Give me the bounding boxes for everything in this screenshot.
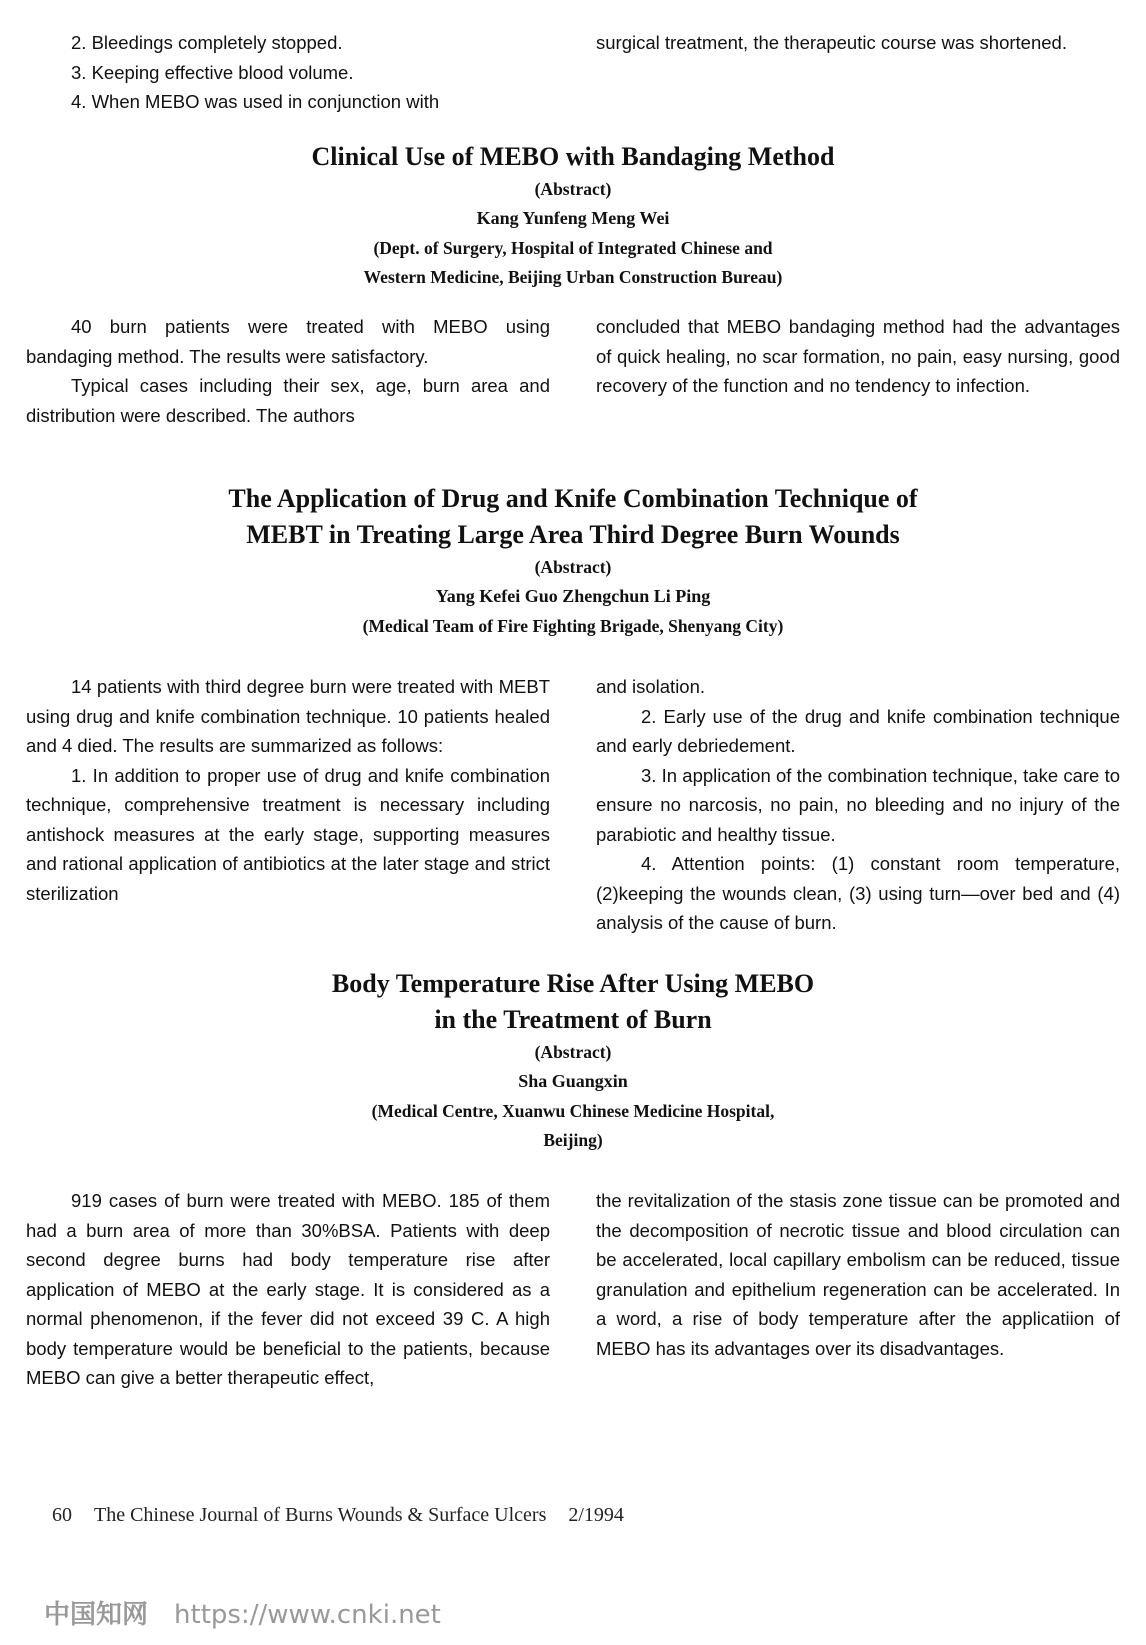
affiliation: (Medical Centre, Xuanwu Chinese Medicine Hospital, <box>371 1100 775 1121</box>
page-number: 60 <box>52 1504 72 1526</box>
cnki-logo-text: 中国知网 <box>44 1600 149 1630</box>
article-title: MEBT in Treating Large Area Third Degree Burn Wounds <box>246 520 900 549</box>
right-column <box>596 1186 1120 1393</box>
continuation-left-column <box>26 28 550 117</box>
paragraph: 14 patients with third degree burn were treated with MEBT using drug and knife combination technique. 10 patients healed and 4 died. The results are summarized as follows: <box>26 676 550 756</box>
left-column <box>26 1186 550 1393</box>
article-3-header <box>26 966 1120 1156</box>
page-footer <box>52 1504 646 1527</box>
affiliation: Beijing) <box>543 1130 603 1150</box>
abstract-label: (Abstract) <box>534 179 612 199</box>
authors: Sha Guangxin <box>518 1071 628 1091</box>
abstract-label: (Abstract) <box>534 1042 612 1062</box>
affiliation: Western Medicine, Beijing Urban Construction Bureau) <box>363 267 783 287</box>
paragraph: surgical treatment, the therapeutic course was shortened. <box>596 32 1067 53</box>
article-title: The Application of Drug and Knife Combination Technique of <box>228 484 918 513</box>
authors: Kang Yunfeng Meng Wei <box>476 208 670 228</box>
paragraph: 919 cases of burn were treated with MEBO. 185 of them had a burn area of more than 30%BSA. Patients with deep second degree burns had body temperature rise after application of MEBO at the early stage. It is considered as a normal phenomenon, if the fever did not exceed 39 C. A high body temperature would be beneficial to the patients, because MEBO can give a better therapeutic effect, <box>26 1190 550 1388</box>
continuation-section <box>26 28 1120 117</box>
paragraph: 40 burn patients were treated with MEBO using bandaging method. The results were satisfactory. <box>26 316 550 367</box>
cnki-watermark <box>44 1594 441 1631</box>
issue: 2/1994 <box>568 1504 624 1526</box>
right-column <box>596 672 1120 938</box>
article-title: Clinical Use of MEBO with Bandaging Method <box>311 142 835 171</box>
paragraph: 4. Attention points: (1) constant room temperature, (2)keeping the wounds clean, (3) using turn—over bed and (4) analysis of the cause of burn. <box>596 853 1120 933</box>
article-2-header <box>26 481 1120 641</box>
affiliation: (Medical Team of Fire Fighting Brigade, Shenyang City) <box>362 615 784 636</box>
cnki-url[interactable]: https://www.cnki.net <box>174 1600 441 1630</box>
paragraph: 3. In application of the combination technique, take care to ensure no narcosis, no pain, no bleeding and no injury of the parabiotic and healthy tissue. <box>596 764 1120 845</box>
right-column <box>596 312 1120 430</box>
article-2-body <box>26 672 1120 938</box>
left-column <box>26 312 550 430</box>
list-item: 3. Keeping effective blood volume. <box>71 61 354 83</box>
article-1-header <box>26 139 1120 293</box>
article-title: Body Temperature Rise After Using MEBO <box>331 969 815 998</box>
paragraph: 1. In addition to proper use of drug and knife combination technique, comprehensive treatment is necessary including antishock measures at the early stage, supporting measures and rational application of antibiotics at the later stage and strict sterilization <box>26 764 550 904</box>
article-1-body <box>26 312 1120 430</box>
left-column <box>26 672 550 938</box>
article-title: in the Treatment of Burn <box>434 1005 712 1034</box>
affiliation: (Dept. of Surgery, Hospital of Integrated Chinese and <box>373 237 773 258</box>
abstract-label: (Abstract) <box>534 557 612 577</box>
continuation-right-column <box>596 28 1120 117</box>
paragraph: Typical cases including their sex, age, burn area and distribution were described. The authors <box>26 375 550 426</box>
paragraph: and isolation. <box>596 676 706 697</box>
paragraph: the revitalization of the stasis zone tissue can be promoted and the decomposition of necrotic tissue and blood circulation can be accelerated, local capillary embolism can be reduced, tissue granulation and epithelium regeneration can be accelerated. In a word, a rise of body temperature after the applicatiion of MEBO has its advantages over its disadvantages. <box>596 1190 1120 1359</box>
list-item: 2. Bleedings completely stopped. <box>71 32 343 53</box>
journal-name: The Chinese Journal of Burns Wounds & Surface Ulcers <box>94 1504 547 1526</box>
authors: Yang Kefei Guo Zhengchun Li Ping <box>435 586 711 606</box>
paragraph: 2. Early use of the drug and knife combination technique and early debriedement. <box>596 705 1120 756</box>
article-3-body <box>26 1186 1120 1393</box>
list-item: 4. When MEBO was used in conjunction with <box>71 91 440 112</box>
paragraph: concluded that MEBO bandaging method had the advantages of quick healing, no scar formation, no pain, easy nursing, good recovery of the function and no tendency to infection. <box>596 316 1120 396</box>
